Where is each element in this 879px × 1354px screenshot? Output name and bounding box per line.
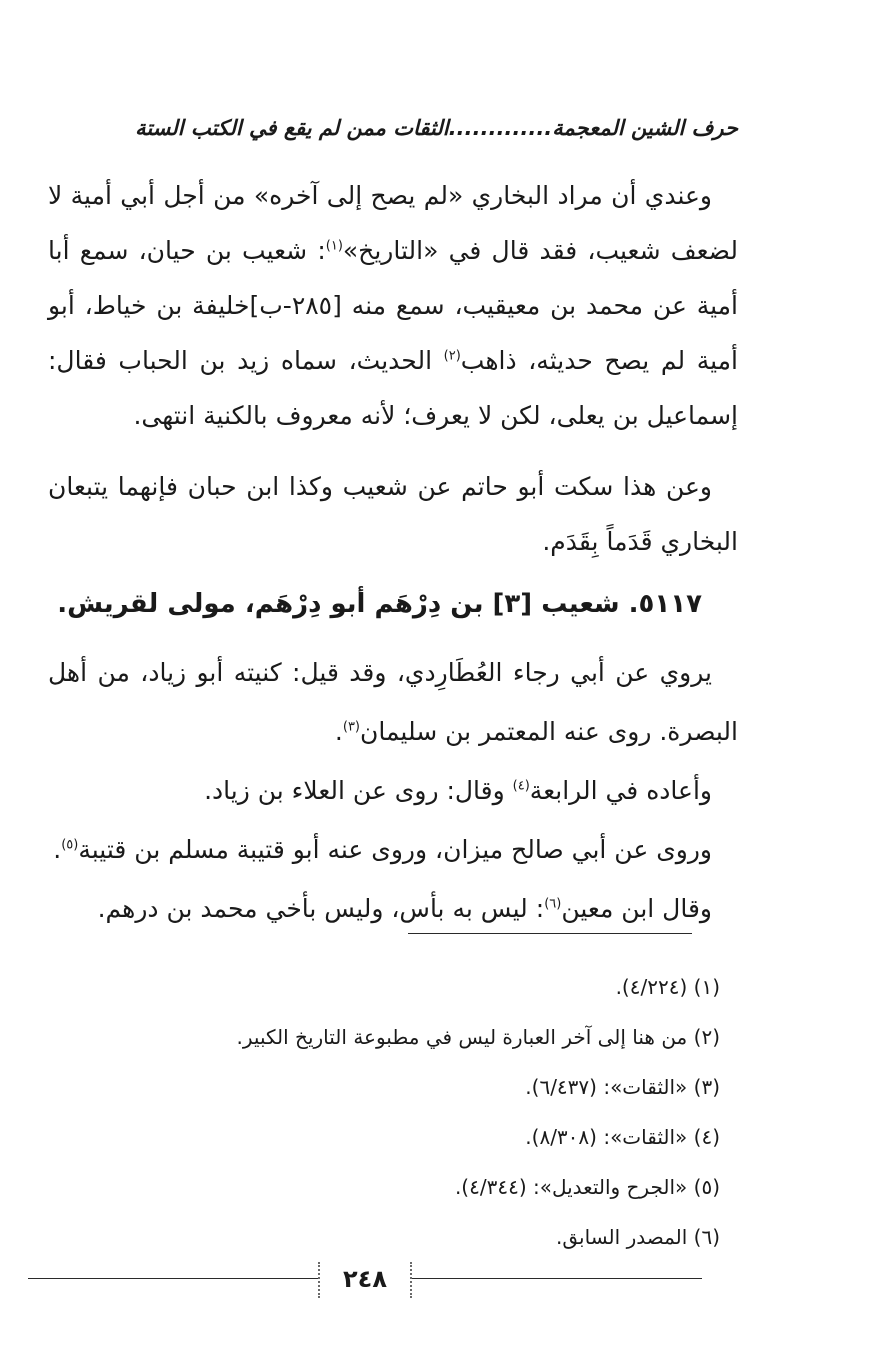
- footnote-divider: [408, 933, 692, 934]
- footnote-ref-1[interactable]: (١): [325, 238, 343, 254]
- text-segment: وأعاده في الرابعة: [529, 776, 712, 805]
- text-segment: .: [53, 835, 62, 864]
- text-segment: وقال ابن معين: [561, 894, 712, 923]
- text-segment: الحديث، سماه زيد بن الحباب فقال: إسماعيل بن يعلى، لكن لا يعرف؛ لأنه معروف بالكنية انتهى.: [48, 346, 738, 430]
- page-number: ٢٤٨: [318, 1262, 412, 1298]
- bottom-rule-right: [412, 1278, 702, 1279]
- footnote-ref-2[interactable]: (٢): [443, 348, 461, 364]
- footnote-2: (٢) من هنا إلى آخر العبارة ليس في مطبوعة التاريخ الكبير.: [236, 1025, 720, 1049]
- footnote-3: (٣) «الثقات»: (٦/٤٣٧).: [525, 1075, 720, 1099]
- text-segment: وعن هذا سكت أبو حاتم عن شعيب وكذا ابن حبان فإنهما يتبعان البخاري قَدَماً بِقَدَم.: [48, 472, 738, 556]
- footnote-ref-5[interactable]: (٥): [61, 837, 79, 853]
- text-segment: : شعيب بن حيان، سمع أبا أمية عن محمد بن معيقيب، سمع منه [٢٨٥-ب]خليفة بن خياط، أبو أمية لم يصح حديثه، ذاهب: [48, 236, 738, 375]
- footnote-ref-3[interactable]: (٣): [342, 719, 360, 735]
- main-text: [48, 168, 738, 938]
- footnote-4: (٤) «الثقات»: (٨/٣٠٨).: [525, 1125, 720, 1149]
- paragraph-abu-hatim: [48, 459, 738, 569]
- footnote-ref-4[interactable]: (٤): [512, 778, 530, 794]
- text-segment: وروى عن أبي صالح ميزان، وروى عنه أبو قتيبة مسلم بن قتيبة: [78, 835, 712, 864]
- entry-paragraph-narration: [48, 643, 738, 761]
- entry-paragraph-fourth: [48, 761, 738, 820]
- footnote-ref-6[interactable]: (٦): [544, 896, 562, 912]
- text-segment: .: [334, 717, 343, 746]
- footnotes: [48, 962, 720, 1262]
- text-segment: وقال: روى عن العلاء بن زياد.: [204, 776, 513, 805]
- entry-paragraph-abu-salih: [48, 820, 738, 879]
- footnote-5: (٥) «الجرح والتعديل»: (٤/٣٤٤).: [454, 1175, 720, 1199]
- text-segment: وعندي أن مراد البخاري «لم يصح إلى آخره» من أجل أبي أمية لا لضعف شعيب، فقد قال في «التاريخ»: [48, 181, 738, 265]
- entry-paragraph-ibn-main: [48, 879, 738, 938]
- entry-heading: ٥١١٧. شعيب [٣] بن دِرْهَم أبو دِرْهَم، مولى لقريش.: [57, 589, 702, 619]
- running-header: حرف الشين المعجمة.............الثقات ممن لم يقع في الكتب الستة: [135, 116, 738, 140]
- paragraph-bukhari-opinion: [48, 168, 738, 443]
- bottom-rule-left: [28, 1278, 318, 1279]
- footnote-6: (٦) المصدر السابق.: [556, 1225, 720, 1249]
- footnote-1: (١) (٤/٢٢٤).: [615, 975, 720, 999]
- text-segment: يروي عن أبي رجاء العُطَارِدي، وقد قيل: كنيته أبو زياد، من أهل البصرة. روى عنه المعتمر بن سليمان: [48, 658, 738, 746]
- text-segment: : ليس به بأس، وليس بأخي محمد بن درهم.: [97, 894, 545, 923]
